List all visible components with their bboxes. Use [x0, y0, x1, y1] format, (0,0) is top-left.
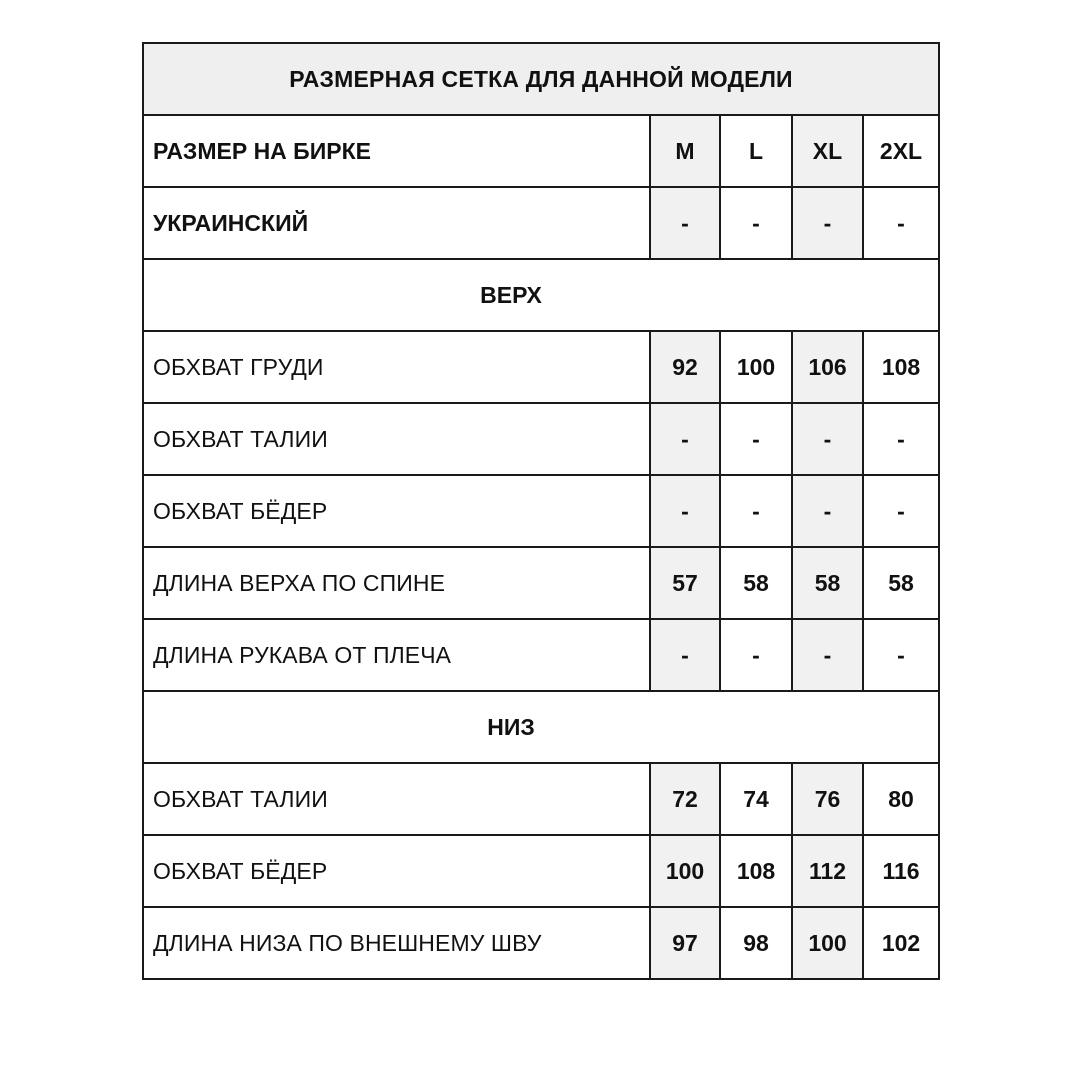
table-row — [143, 331, 939, 403]
measurement-value: 74 — [720, 763, 792, 835]
measurement-value: 100 — [650, 835, 720, 907]
ukrainian-size-row — [143, 187, 939, 259]
measurement-value: - — [863, 619, 939, 691]
measurement-value: 112 — [792, 835, 863, 907]
measurement-value: 58 — [863, 547, 939, 619]
size-header-xl: XL — [792, 115, 863, 187]
table-row — [143, 619, 939, 691]
ukrainian-value: - — [792, 187, 863, 259]
ukrainian-size-label: УКРАИНСКИЙ — [143, 187, 650, 259]
ukrainian-value: - — [863, 187, 939, 259]
measurement-value: - — [863, 403, 939, 475]
measurement-value: - — [863, 475, 939, 547]
measurement-value: 100 — [720, 331, 792, 403]
table-row — [143, 907, 939, 979]
measurement-label: ОБХВАТ БЁДЕР — [143, 835, 650, 907]
table-row — [143, 547, 939, 619]
section-header-top — [143, 259, 939, 331]
measurement-label: ОБХВАТ БЁДЕР — [143, 475, 650, 547]
measurement-value: - — [792, 619, 863, 691]
measurement-value: - — [650, 403, 720, 475]
section-title-bottom: НИЗ — [143, 691, 939, 763]
measurement-value: 108 — [863, 331, 939, 403]
measurement-value: - — [650, 475, 720, 547]
size-chart-table — [142, 42, 940, 980]
measurement-value: 98 — [720, 907, 792, 979]
size-header-l: L — [720, 115, 792, 187]
measurement-value: 76 — [792, 763, 863, 835]
size-header-row — [143, 115, 939, 187]
measurement-label: ДЛИНА РУКАВА ОТ ПЛЕЧА — [143, 619, 650, 691]
measurement-value: 97 — [650, 907, 720, 979]
section-title-top: ВЕРХ — [143, 259, 939, 331]
size-header-m: M — [650, 115, 720, 187]
measurement-value: 57 — [650, 547, 720, 619]
title-row — [143, 43, 939, 115]
measurement-value: 80 — [863, 763, 939, 835]
measurement-value: 106 — [792, 331, 863, 403]
measurement-value: 72 — [650, 763, 720, 835]
measurement-value: 100 — [792, 907, 863, 979]
measurement-label: ДЛИНА ВЕРХА ПО СПИНЕ — [143, 547, 650, 619]
size-header-2xl: 2XL — [863, 115, 939, 187]
table-row — [143, 835, 939, 907]
measurement-label: ОБХВАТ ТАЛИИ — [143, 763, 650, 835]
measurement-value: 92 — [650, 331, 720, 403]
measurement-value: 116 — [863, 835, 939, 907]
section-header-bottom — [143, 691, 939, 763]
table-row — [143, 763, 939, 835]
measurement-value: 108 — [720, 835, 792, 907]
measurement-value: - — [720, 619, 792, 691]
ukrainian-value: - — [720, 187, 792, 259]
measurement-value: - — [720, 475, 792, 547]
table-row — [143, 475, 939, 547]
measurement-label: ОБХВАТ ТАЛИИ — [143, 403, 650, 475]
measurement-value: - — [792, 475, 863, 547]
table-title: РАЗМЕРНАЯ СЕТКА ДЛЯ ДАННОЙ МОДЕЛИ — [143, 43, 939, 115]
ukrainian-value: - — [650, 187, 720, 259]
measurement-value: - — [720, 403, 792, 475]
measurement-label: ОБХВАТ ГРУДИ — [143, 331, 650, 403]
measurement-value: - — [650, 619, 720, 691]
measurement-value: 102 — [863, 907, 939, 979]
measurement-label: ДЛИНА НИЗА ПО ВНЕШНЕМУ ШВУ — [143, 907, 650, 979]
size-tag-label: РАЗМЕР НА БИРКЕ — [143, 115, 650, 187]
measurement-value: 58 — [792, 547, 863, 619]
measurement-value: 58 — [720, 547, 792, 619]
measurement-value: - — [792, 403, 863, 475]
table-row — [143, 403, 939, 475]
